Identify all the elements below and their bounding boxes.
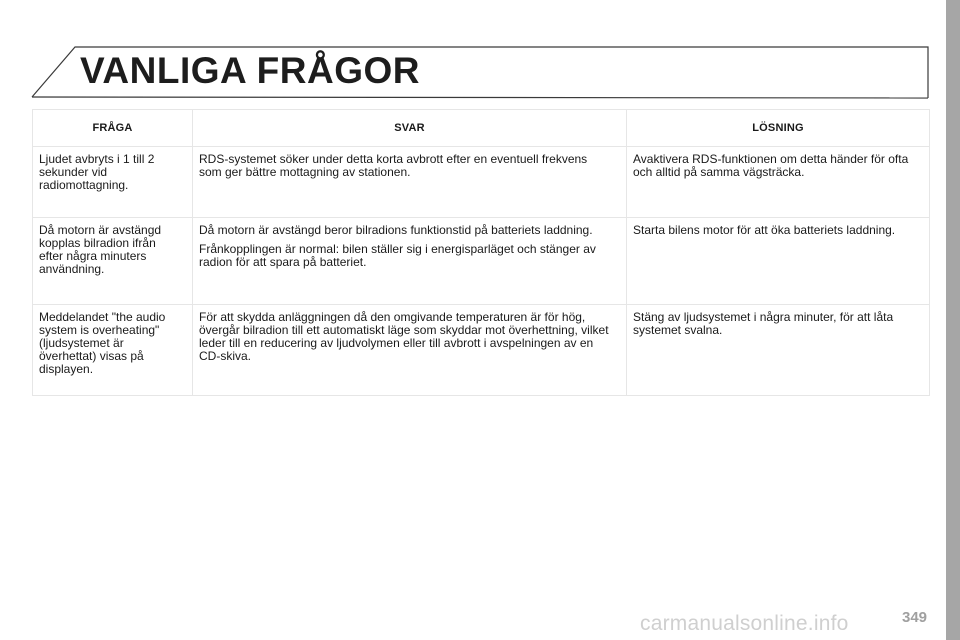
faq-table [32, 109, 930, 396]
question-cell [33, 218, 193, 305]
solution-cell [627, 305, 930, 396]
table-header-row [33, 110, 930, 147]
solution-text: Avaktivera RDS-funktionen om detta händer för ofta och alltid på samma vägsträcka. [633, 152, 909, 179]
answer-cell [193, 305, 627, 396]
question-text: Ljudet avbryts i 1 till 2 sekunder vid radiomottagning. [39, 152, 155, 192]
question-text: Meddelandet "the audio system is overheating" (ljudsystemet är överhettat) visas på displayen. [39, 310, 166, 376]
solution-cell [627, 147, 930, 218]
question-text: Då motorn är avstängd kopplas bilradion ifrån efter några minuters användning. [39, 223, 162, 276]
watermark: carmanualsonline.info [640, 612, 849, 635]
solution-cell [627, 218, 930, 305]
answer-text: Då motorn är avstängd beror bilradions funktionstid på batteriets laddning. [199, 223, 593, 237]
question-cell [33, 147, 193, 218]
header-question: FRÅGA [33, 110, 193, 147]
answer-cell [193, 218, 627, 305]
answer-text: För att skydda anläggningen då den omgivande temperaturen är för hög, övergår bilradion till ett automatiskt läge som skyddar mot överhettning, vilket leder till en reducering av ljudvolymen eller till avbrott i avspelningen av en CD-skiva. [199, 310, 609, 363]
table-row [33, 218, 930, 305]
header-answer: SVAR [193, 110, 627, 147]
header-solution: LÖSNING [627, 110, 930, 147]
answer-text: RDS-systemet söker under detta korta avbrott efter en eventuell frekvens som ger bättre mottagning av stationen. [199, 152, 588, 179]
table-row [33, 305, 930, 396]
page-number: 349 [902, 609, 928, 626]
side-tab [946, 0, 960, 640]
title-banner [0, 0, 946, 110]
question-cell [33, 305, 193, 396]
page-title: VANLIGA FRÅGOR [80, 50, 420, 91]
solution-text: Starta bilens motor för att öka batteriets laddning. [633, 223, 896, 237]
solution-text: Stäng av ljudsystemet i några minuter, för att låta systemet svalna. [633, 310, 894, 337]
answer-cell [193, 147, 627, 218]
table-row [33, 147, 930, 218]
answer-text: Frånkopplingen är normal: bilen ställer sig i energisparläget och stänger av radion för att spara på batteriet. [199, 242, 596, 269]
